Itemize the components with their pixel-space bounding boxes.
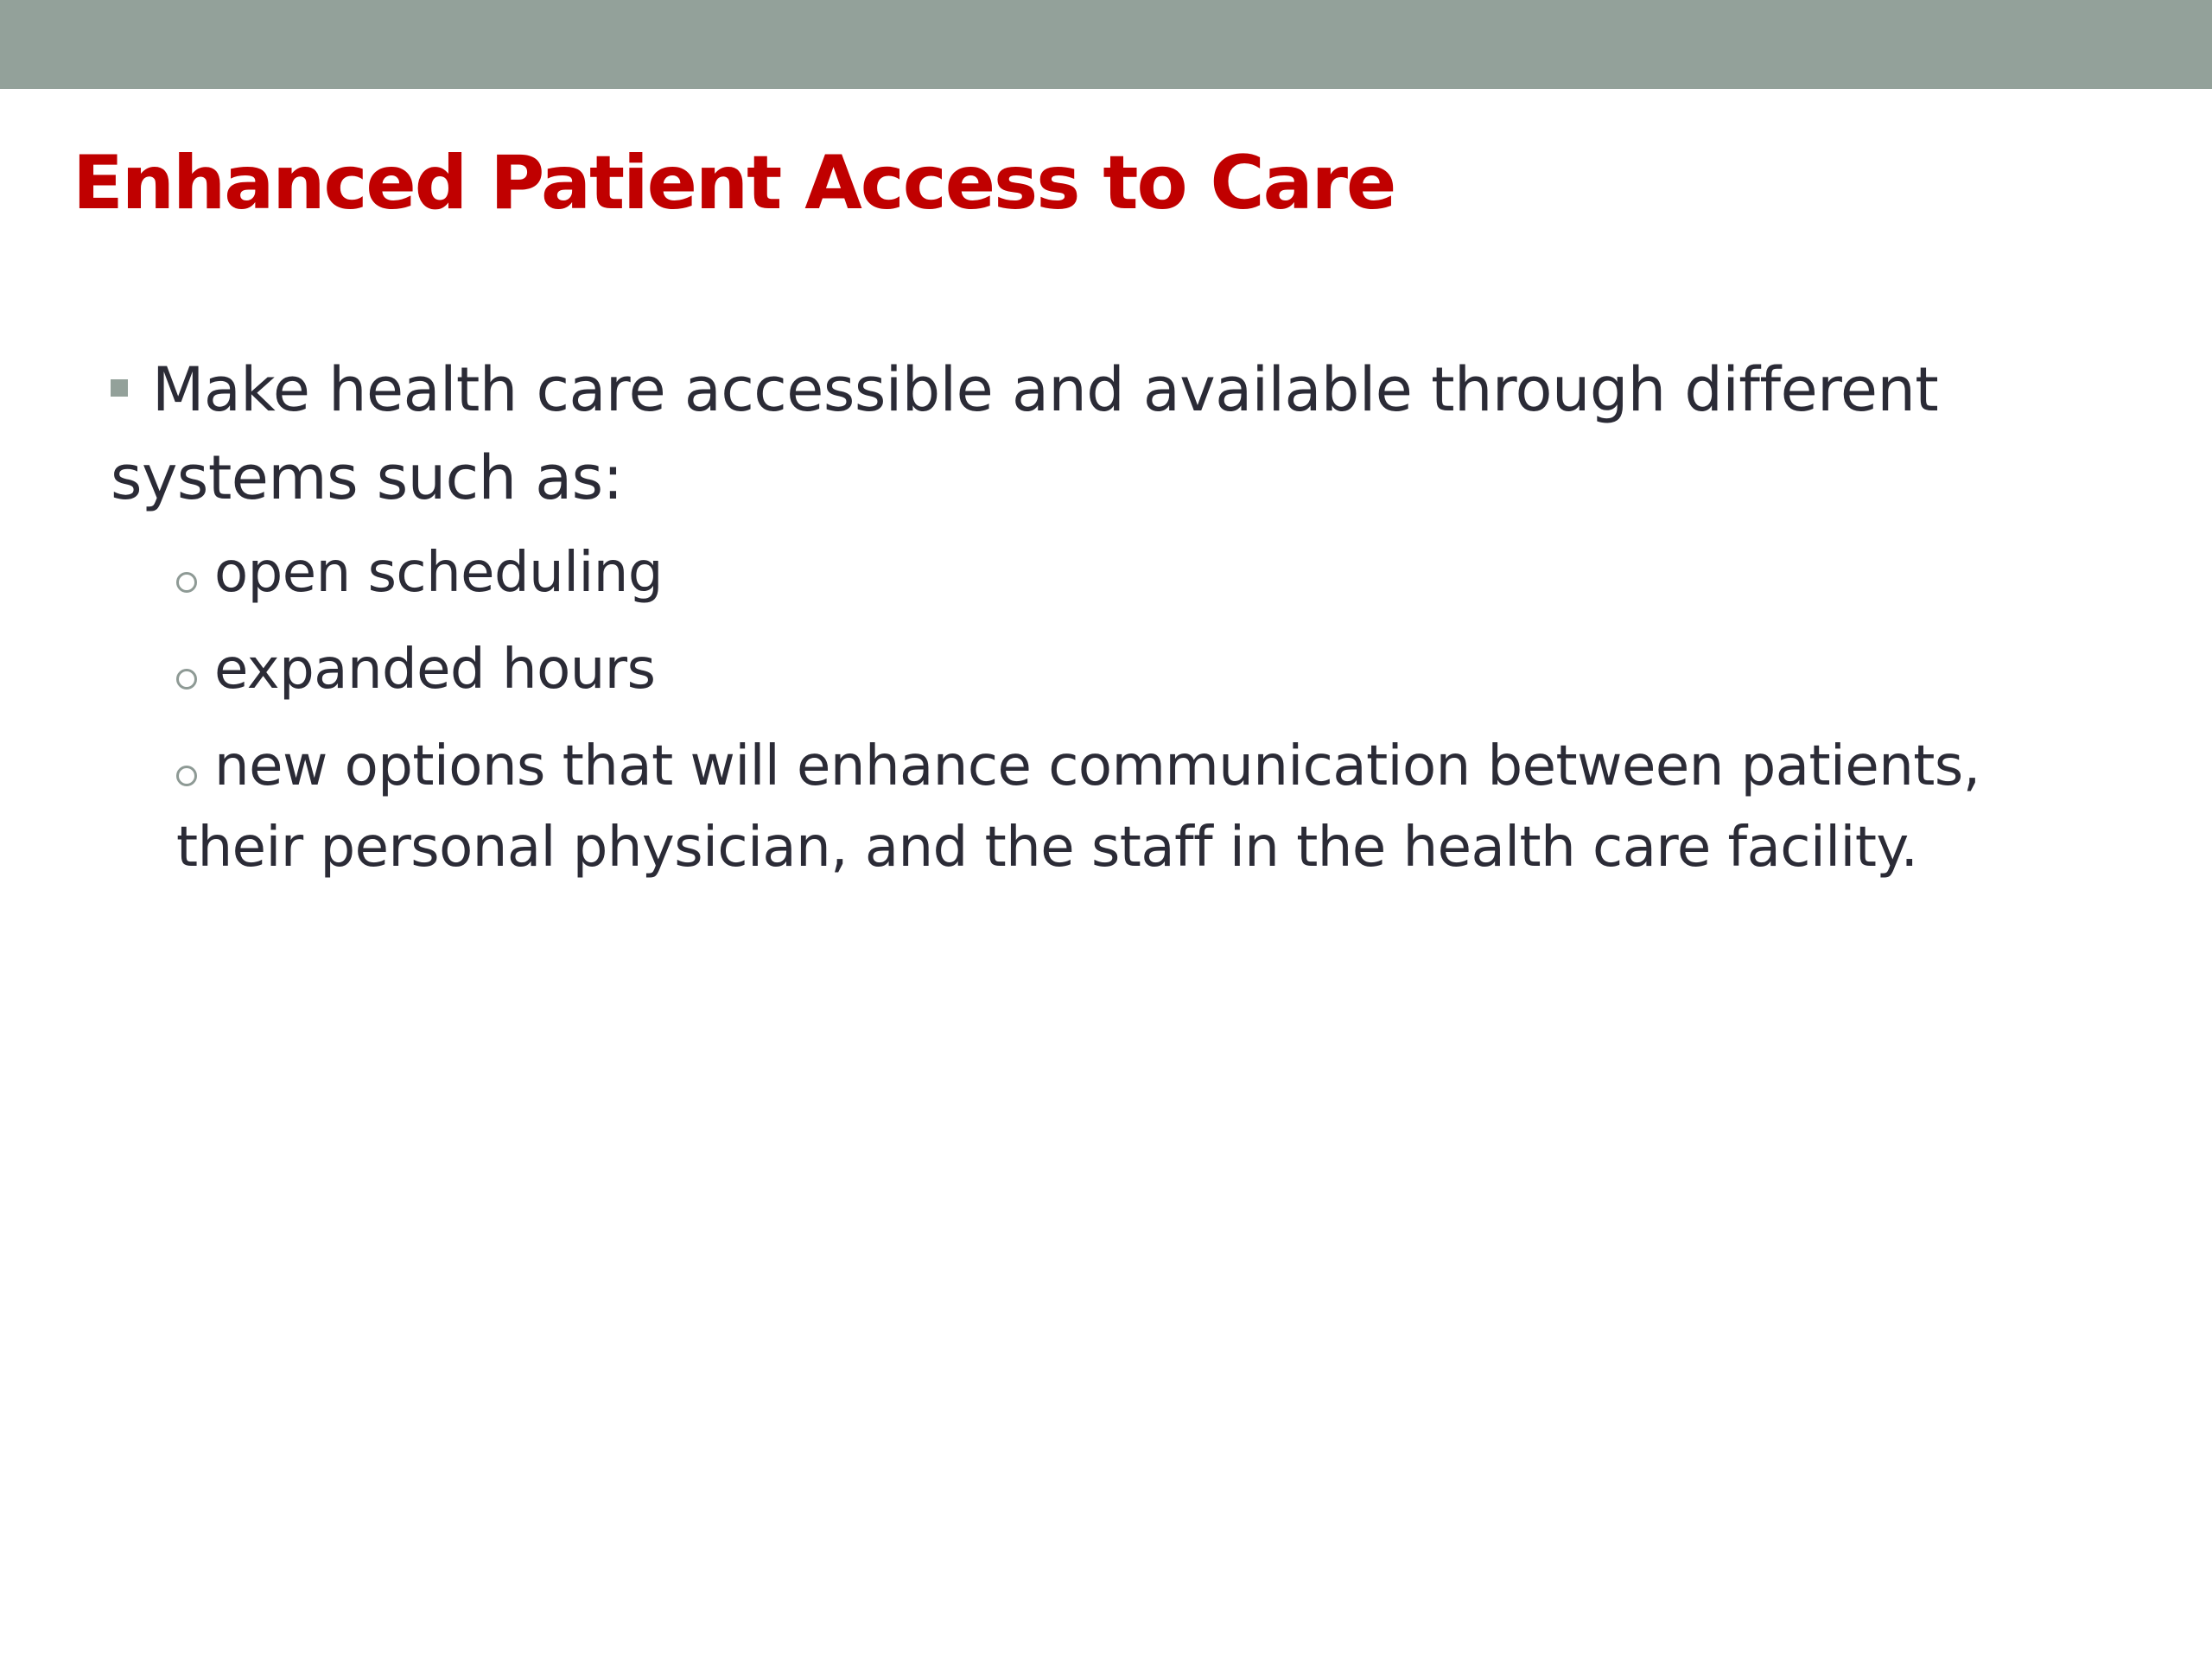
main-bullet	[111, 346, 2055, 522]
circle-bullet-icon	[176, 669, 197, 690]
sub-bullet-text: new options that will enhance communication between patients, their personal physician, and the staff in the health care facility.	[176, 734, 1980, 880]
circle-bullet-icon	[176, 572, 197, 593]
main-bullet-text: Make health care accessible and available through different systems such as:	[111, 354, 1939, 513]
sub-bullet-text: expanded hours	[214, 638, 656, 702]
square-bullet-icon	[111, 379, 128, 397]
sub-bullet-list	[176, 532, 2055, 888]
slide-title: Enhanced Patient Access to Care	[73, 140, 1395, 226]
sub-bullet	[176, 726, 2055, 888]
sub-bullet	[176, 532, 2055, 613]
sub-bullet	[176, 629, 2055, 710]
circle-bullet-icon	[176, 766, 197, 786]
top-band	[0, 0, 2212, 89]
sub-bullet-text: open scheduling	[214, 541, 663, 605]
slide-content	[111, 346, 2055, 904]
